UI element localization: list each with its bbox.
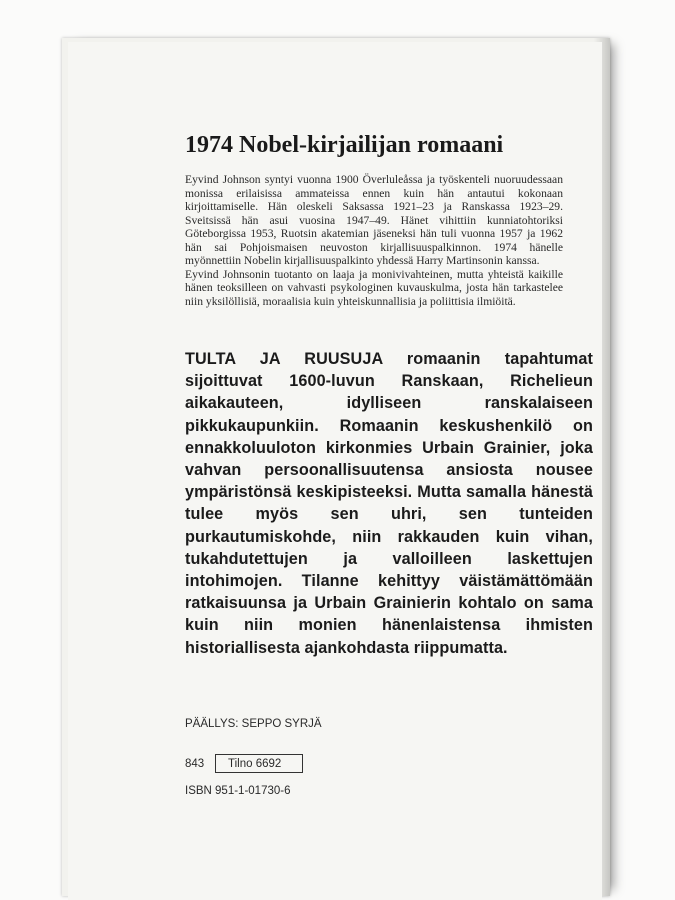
bio-paragraph-1: Eyvind Johnson syntyi vuonna 1900 Överluleåssa ja työskenteli nuoruudessaan monissa erilaisissa ammateissa ennen kuin hän antautui kokonaan kirjoittamiselle. Hän oleskeli Saksassa 1921–23 ja Ranskassa 1923–29. Sveitsissä hän asui vuosina 1947–49. Hänet vihittiin kunniatohtoriksi Göteborgissa 1953, Ruotsin akatemian jäseneksi hän tuli vuonna 1957 ja 1962 hän sai Pohjoismaisen neuvoston kirjallisuuspalkinnon. 1974 hänelle myönnettiin Nobelin kirjallisuuspalkinto yhdessä Harry Martinsonin kanssa. [185,173,563,267]
catalog-info [185,754,303,773]
cover-credit: PÄÄLLYS: SEPPO SYRJÄ [185,718,322,730]
bio-paragraph-2: Eyvind Johnsonin tuotanto on laaja ja monivivahteinen, mutta yhteistä kaikille hänen teoksilleen on vahvasti psykologinen kuvauskulma, josta hän tarkastelee niin yksilöllisiä, moraalisia kuin yhteiskunnallisia ja poliittisia ilmiöitä. [185,267,563,308]
isbn: ISBN 951-1-01730-6 [185,785,291,797]
class-number: 843 [185,757,205,770]
cover-page [68,42,602,900]
tilno-box: Tilno 6692 [215,754,303,773]
cover-heading: 1974 Nobel-kirjailijan romaani [185,132,504,158]
author-bio [185,173,563,308]
book-synopsis: TULTA JA RUUSUJA romaanin tapahtumat sijoittuvat 1600-luvun Ranskaan, Richelieun aikakauteen, idylliseen ranskalaiseen pikkukaupunkiin. Romaanin keskushenkilö on ennakkoluuloton kirkonmies Urbain Grainier, joka vahvan persoonallisuutensa ansiosta nousee ympäristönsä keskipisteeksi. Mutta samalla hänestä tulee myös sen uhri, sen tunteiden purkautumiskohde, niin rakkauden kuin vihan, tukahdutettujen ja valloilleen laskettujen intohimojen. Tilanne kehittyy väistämättömään ratkaisuunsa ja Urbain Grainierin kohtalo on sama kuin niin monien hänenlaistensa ihmisten historiallisesta ajankohdasta riippumatta. [185,350,593,657]
